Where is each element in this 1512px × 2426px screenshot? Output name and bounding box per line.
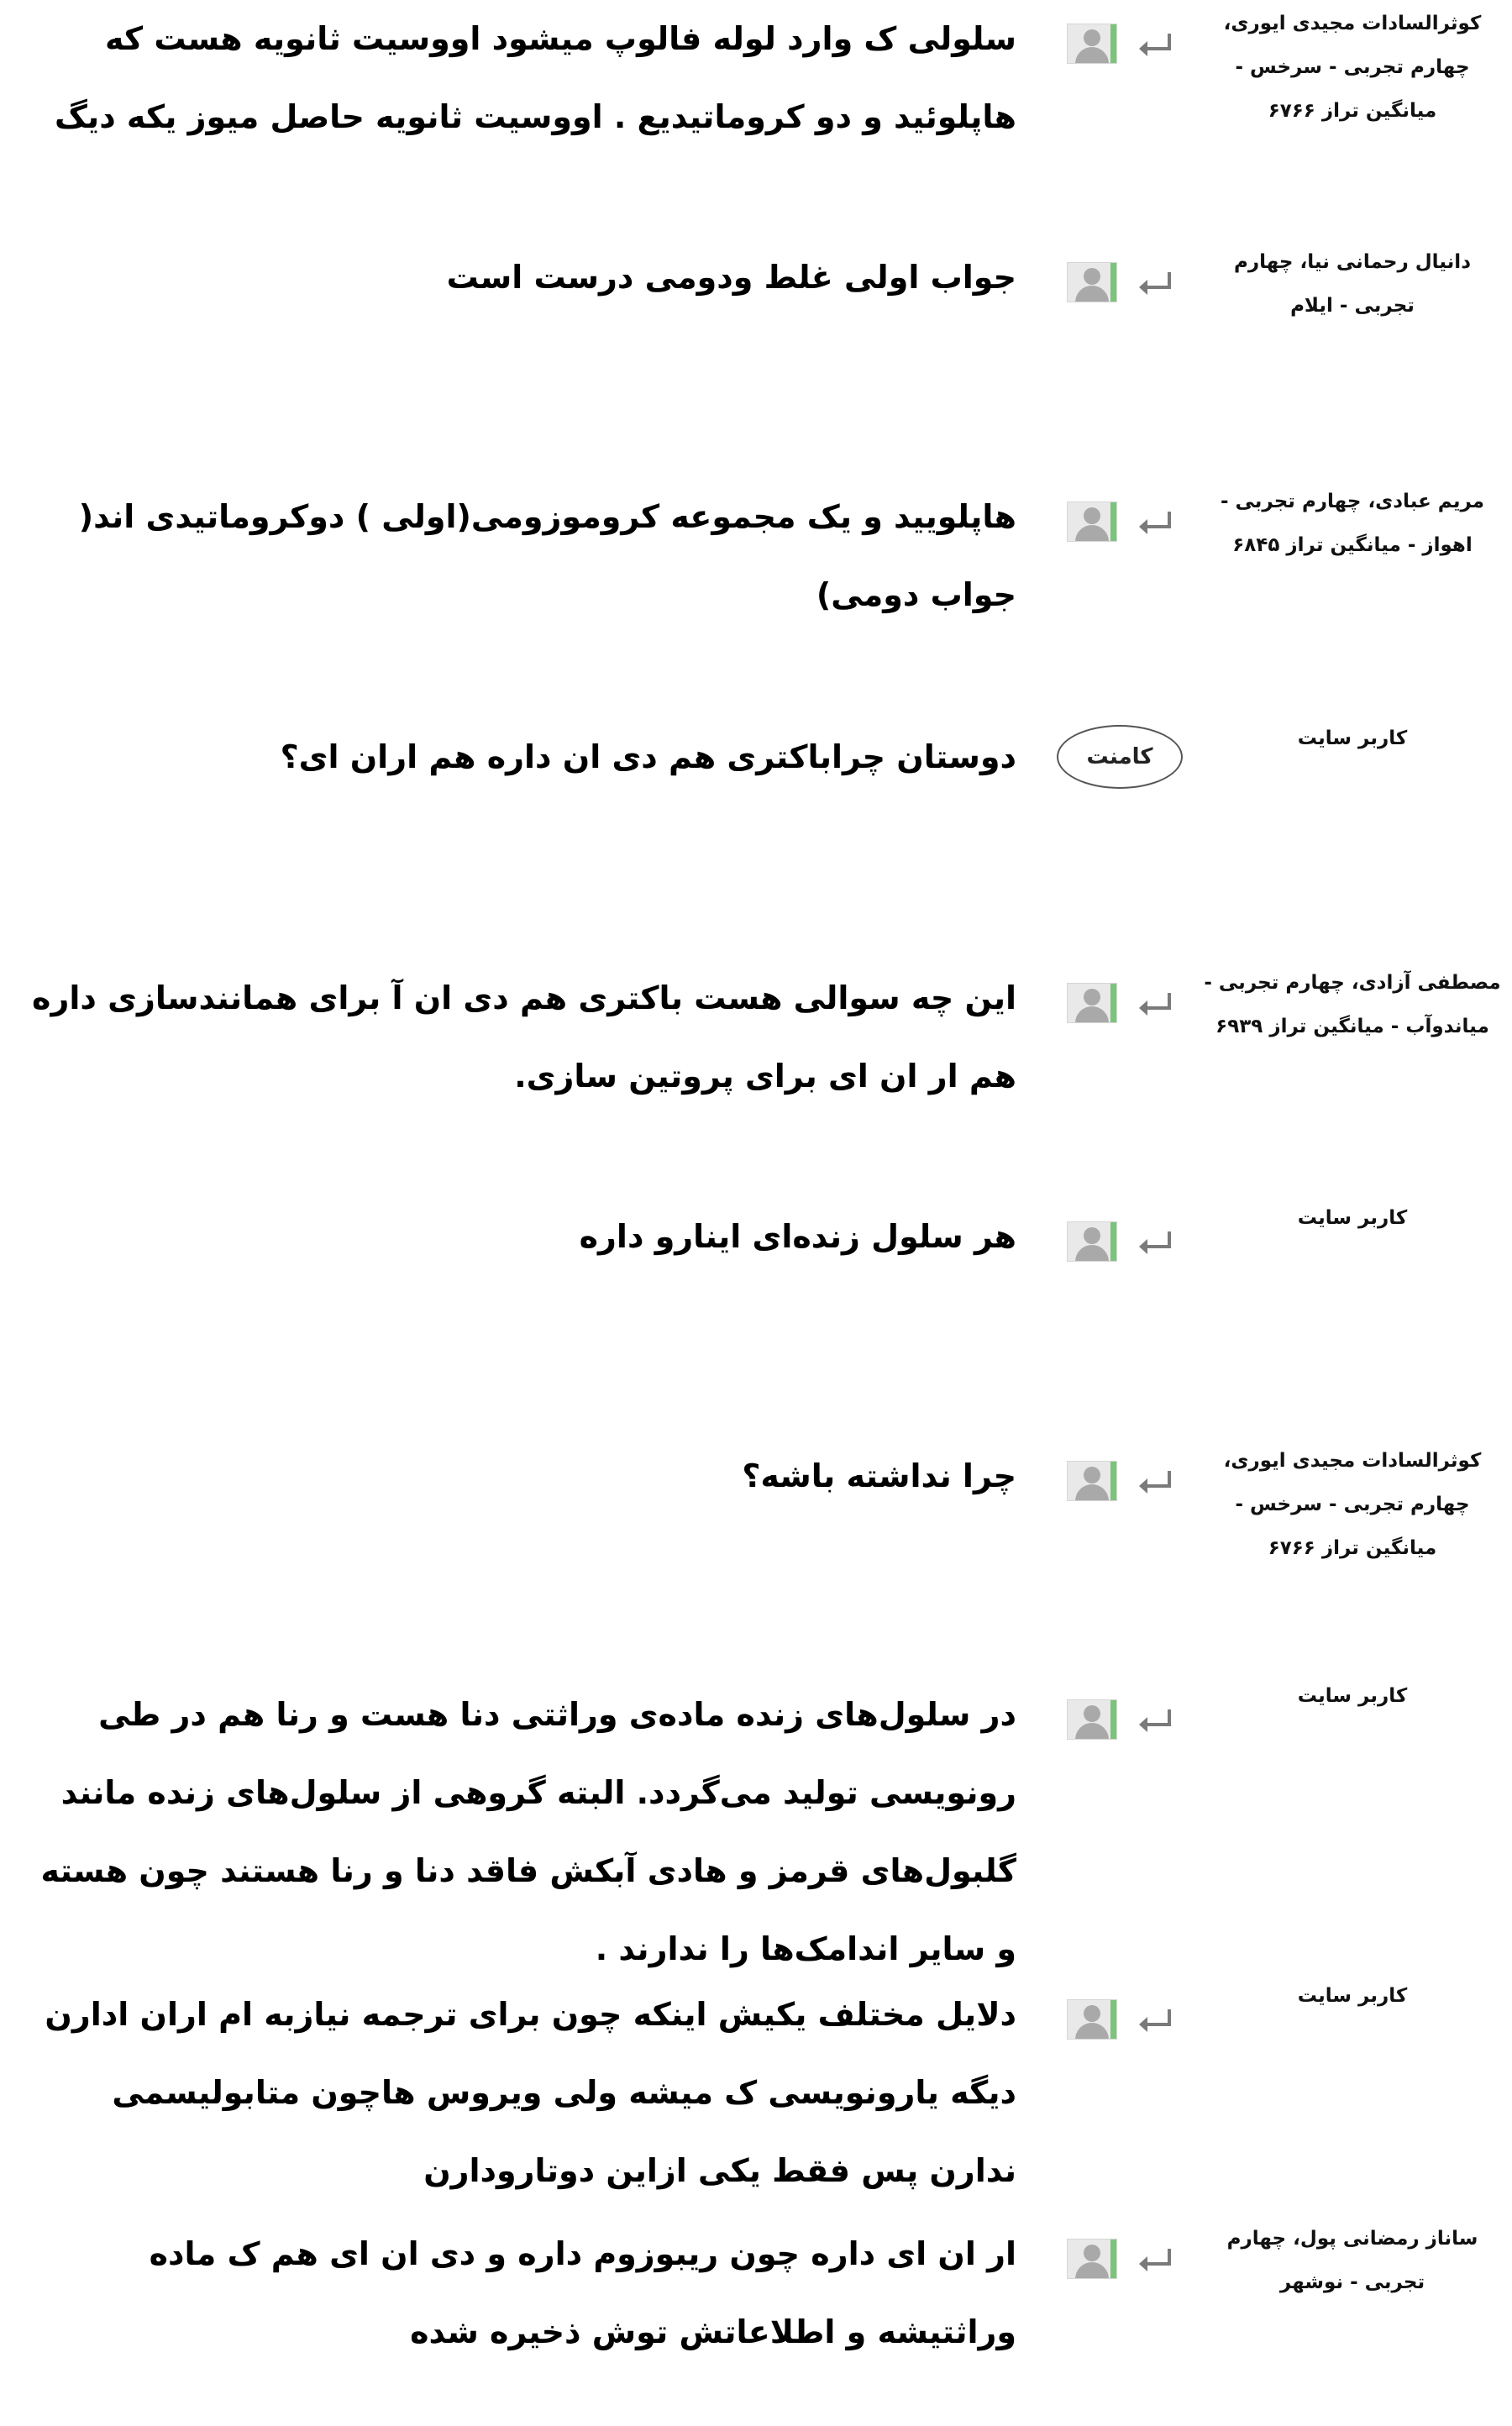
comment-author: ساناز رمضانی پول، چهارم تجربی - نوشهر	[1226, 2228, 1478, 2293]
avatar	[1067, 1461, 1117, 1501]
comment-author: کاربر سایت	[1297, 1207, 1408, 1229]
comment-text: هر سلول زنده‌ای اینارو داره	[579, 1218, 1016, 1255]
avatar	[1067, 1699, 1117, 1740]
comment-author: دانیال رحمانی نیا، چهارم تجربی - ایلام	[1234, 251, 1471, 317]
comment-button[interactable]: کامنت	[1057, 725, 1183, 789]
comment-author: کاربر سایت	[1297, 727, 1408, 749]
comment-author: کاربر سایت	[1297, 1985, 1408, 2007]
comment-author: کوثرالسادات مجیدی ایوری، چهارم تجربی - سرخس - میانگین تراز ۶۷۶۶	[1223, 13, 1482, 122]
comment-author: مریم عبادی، چهارم تجربی - اهواز - میانگین تراز ۶۸۴۵	[1220, 491, 1485, 556]
comment-text: این چه سوالی هست باکتری هم دی ان آ برای همانندسازی داره هم ار ان ای برای پروتین سازی.	[32, 979, 1016, 1095]
avatar	[1067, 983, 1117, 1023]
comment-text: دلایل مختلف یکیش اینکه چون برای ترجمه نیازبه ام اران ادارن دیگه یارونویسی ک میشه ولی ویروس هاچون متابولیسمی ندارن پس فقط یکی ازاین دوتارودارن	[45, 1996, 1016, 2189]
reply-icon[interactable]	[1136, 1706, 1174, 1735]
comment-text: چرا نداشته باشه؟	[742, 1457, 1016, 1494]
reply-icon[interactable]	[1136, 269, 1174, 297]
avatar	[1067, 24, 1117, 64]
comment-text: در سلول‌های زنده ماده‌ی وراثتی دنا هست و رنا هم در طی رونویسی تولید می‌گردد. البته گروهی از سلول‌های زنده مانند گلبول‌های قرمز و هادی آبکش فاقد دنا و رنا هستند چون هسته و سایر اندامک‌ها را ندارند .	[40, 1696, 1016, 1967]
reply-icon[interactable]	[1136, 990, 1174, 1018]
comment-author: کاربر سایت	[1297, 1685, 1408, 1707]
comment-author: کوثرالسادات مجیدی ایوری، چهارم تجربی - سرخس - میانگین تراز ۶۷۶۶	[1223, 1450, 1482, 1559]
comment-text: جواب اولی غلط ودومی درست است	[446, 259, 1016, 296]
reply-icon[interactable]	[1136, 2245, 1174, 2274]
comment-text: هاپلویید و یک مجموعه کروموزومی(اولی ) دوکروماتیدی اند( جواب دومی)	[78, 498, 1016, 613]
reply-icon[interactable]	[1136, 508, 1174, 537]
avatar	[1067, 501, 1117, 542]
avatar	[1067, 2239, 1117, 2279]
avatar	[1067, 1999, 1117, 2040]
reply-icon[interactable]	[1136, 2006, 1174, 2035]
comment-text: دوستان چراباکتری هم دی ان داره هم اران ای؟	[280, 738, 1016, 775]
avatar	[1067, 262, 1117, 302]
reply-icon[interactable]	[1136, 1468, 1174, 1496]
reply-icon[interactable]	[1136, 1228, 1174, 1257]
comment-text: سلولی ک وارد لوله فالوپ میشود اووسیت ثانویه هست که هاپلوئید و دو کروماتیدیع . اووسیت ثانویه حاصل میوز یکه دیگ	[55, 20, 1016, 135]
reply-icon[interactable]	[1136, 30, 1174, 59]
comment-author: مصطفی آزادی، چهارم تجربی - میاندوآب - میانگین تراز ۶۹۳۹	[1204, 972, 1501, 1037]
comment-text: ار ان ای داره چون ریبوزوم داره و دی ان ای هم ک ماده وراثتیشه و اطلاعاتش توش ذخیره شده	[149, 2235, 1016, 2350]
avatar	[1067, 1221, 1117, 1262]
